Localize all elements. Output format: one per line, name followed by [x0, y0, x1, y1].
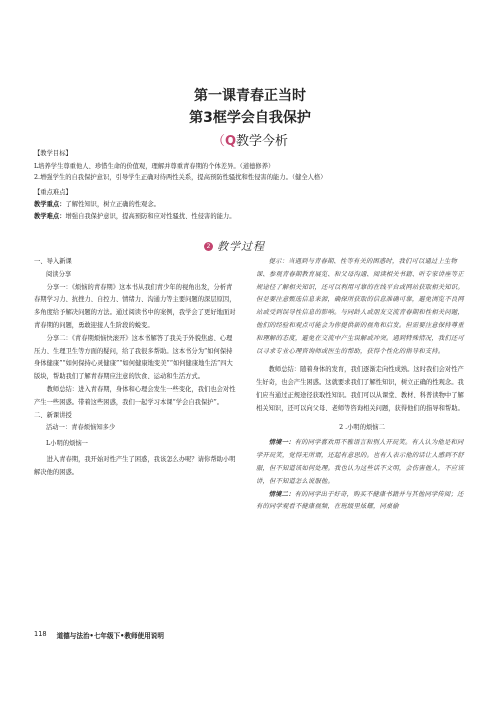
difficult-point-text: 增强自我保护意识，提高预防和应对性骚扰、性侵害的能力。: [65, 212, 236, 220]
scenario-two-text: 有的同学出于好奇，购买不健康书籍并与其他同学传阅；还有的同学观看不健康视频，在班级里炫耀，同桌偷: [256, 490, 464, 511]
right-column: [256, 256, 468, 514]
activity-one-title: 活动一：青春烦恼知多少: [46, 424, 116, 432]
key-point-label: 教学重点：: [34, 201, 66, 208]
difficult-point-label: 教学难点：: [34, 212, 66, 220]
page-number: 118: [34, 630, 47, 638]
book-title: 道德与法治•七年级下•教师使用说明: [56, 632, 164, 640]
reading-share-title: 阅读分享: [46, 270, 72, 278]
process-heading: [204, 238, 265, 254]
share-two-paragraph: 分享二：《青春期烦恼快滚开》这本书解答了我关于外貌焦虑、心理压力、生理卫生等方面的疑问，给了我很多帮助。这本书分为“如何保持身体健康”“如何保持心灵健康”“如何健康地变美”“如何健康地生活”四大版块，帮助我们了解青春期应注意的饮食、运动和生活方式。: [34, 334, 233, 381]
teacher-summary-sex-knowledge: 教师总结：随着身体的发育，我们逐渐走向性成熟。这时我们会对性产生好奇，也会产生困惑。这就要求我们了解性知识，树立正确的性观念。我们应当通过正规途径获取性知识。我们可以从课堂、教材、科普读物中了解相关知识，还可以向父母、老师等咨询相关问题，获得他们的指导和帮助。: [256, 366, 464, 412]
scenario-one-text: 有的同学喜欢用不雅语言和别人开玩笑。有人认为他是和同学开玩笑，觉得无所谓，还起有意思的。也有人表示他的话让人感到不舒服，但不知道该如何处理。我也认为这些话不文明，会伤害他人，不应该讲，但不知道怎么说服他。: [256, 439, 464, 485]
number-badge-icon: 2: [204, 242, 213, 251]
teacher-summary-intro: 教师总结：进入青春期，身体和心理会发生一些变化，我们也会对性产生一些困惑。带着这些困惑，我们一起学习本课“学会自我保护”。: [34, 385, 236, 406]
subtitle-paren: （: [211, 134, 225, 149]
hint-paragraph: 提示：当遇到与青春期、性等有关的困惑时，我们可以通过上生物课、参观青春期教育展览、和父母沟通、阅读相关书籍、听专家讲座等正规途径了解相关知识，还可以利用可靠的在线平台或网站获取相关知识。但是要注意甄选信息来源，确保所获取的信息准确可靠，避免浏览不良网站或受到误导性信息的影响。与同龄人或朋友交流青春期和性相关问题，他们的经验和观点可能会为你提供新的视角和启发。但需要注意保持尊重和理解的态度，避免在交流中产生误解或冲突。遇到特殊情况，我们还可以寻求专业心理咨询师或医生的帮助，获得个性化的指导和支持。: [256, 258, 464, 355]
scenario-two-label: 情境二：: [268, 490, 295, 498]
key-point: [34, 199, 468, 211]
left-column: [34, 256, 238, 480]
difficult-point: [34, 211, 468, 223]
scenario-one: [256, 437, 468, 488]
subtitle-text: 教学今析: [236, 134, 289, 149]
lesson-title: 第一课青春正当时: [194, 88, 306, 104]
key-points-heading: 【重点难点】: [34, 188, 72, 196]
teaching-goals: [34, 148, 468, 222]
goal-item-1: L培养学生尊重他人、珍惜生命的价值观，理解并尊重青春期的个体差异。（道德修养）: [34, 162, 275, 170]
scenario-one-label: 情境一：: [268, 439, 295, 447]
share-one-paragraph: 分享一：《烦恼的青春期》这本书从我们青少年的视角出发，分析青春期学习力、抗挫力、自控力、情绪力、沟通力等主要问题的深层原因，多角度给予解决问题的方法。通过阅读书中的案例，我学会了更好地面对青春期的问题，勇敢迎接人生阶段的蜕变。: [34, 283, 236, 329]
worry-one-question: 进入青春期，我开始对性产生了困惑，我该怎么办呢？请你帮助小明解决他的困惑。: [34, 455, 236, 476]
worry-two-title: 2 .小明的烦恼二: [339, 423, 385, 431]
title-block: [0, 86, 500, 152]
frame-title: 第3框学会自我保护: [189, 110, 311, 126]
key-point-text: 了解性知识，树立正确的性观念。: [65, 201, 160, 208]
section-new-lesson-heading: 二、新课讲授: [34, 411, 72, 419]
goal-item-2: 2.增强学生的自我保护意识，引导学生正确对待两性关系，提高预防性骚扰和性侵害的能力。（健全人格）: [34, 174, 327, 181]
scenario-two: [256, 489, 468, 515]
process-title: 教学过程: [217, 240, 265, 253]
section-intro-heading: 一、导入新课: [34, 258, 72, 265]
worry-one-title: L小明的烦恼一: [46, 440, 88, 448]
page-footer: [34, 630, 164, 640]
q-glyph: Q: [224, 134, 237, 149]
goals-heading: 【教学目标】: [34, 150, 72, 157]
